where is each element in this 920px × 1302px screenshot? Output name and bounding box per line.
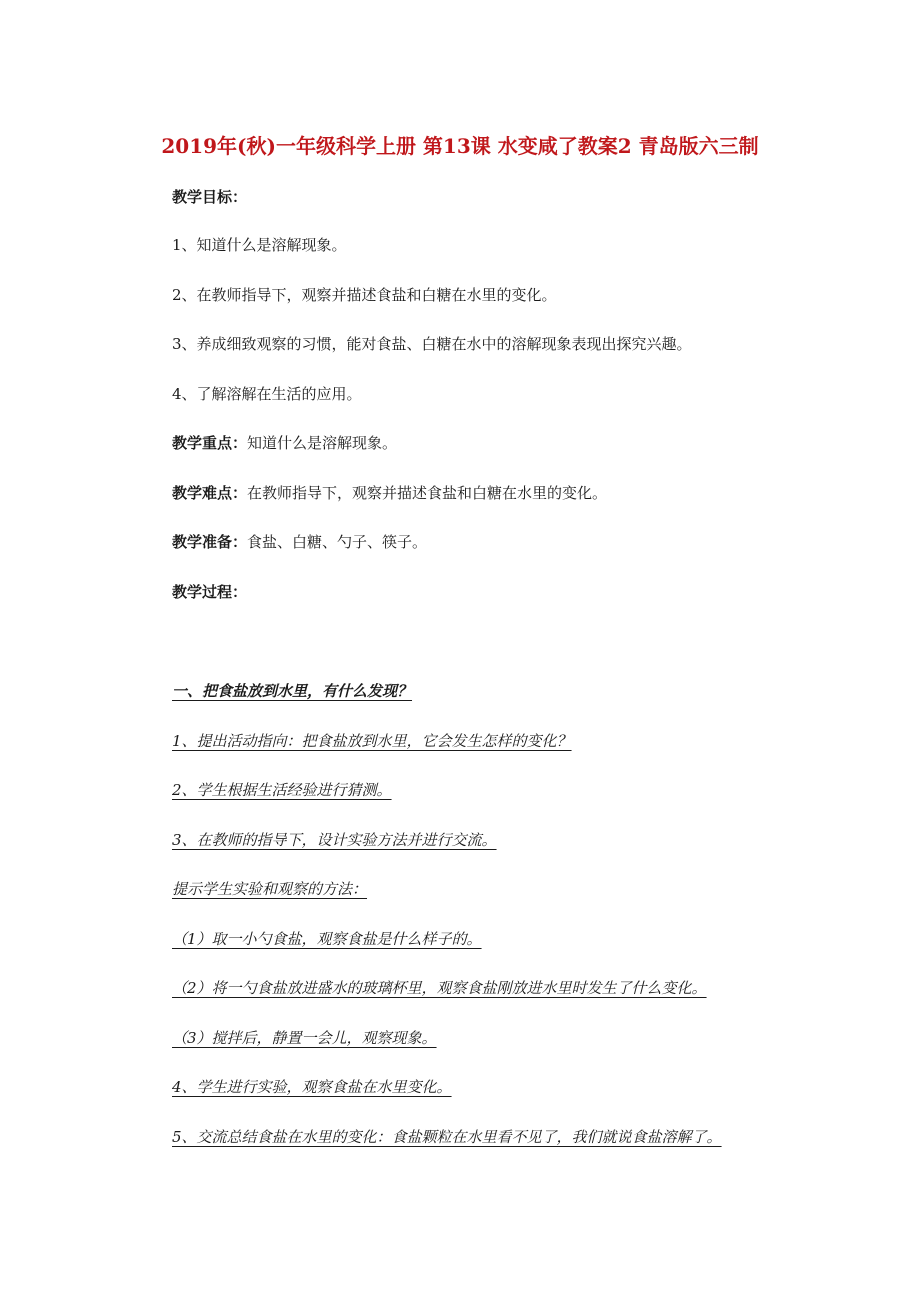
section-heading: 一、把食盐放到水里，有什么发现？ (172, 682, 413, 700)
difficulty-label: 教学难点： (172, 484, 248, 502)
preparation (172, 532, 427, 552)
key-point (172, 433, 397, 453)
preparation-text: 食盐、白糖、勺子、筷子。 (247, 533, 428, 551)
process-step: 提示学生实验和观察的方法： (172, 880, 368, 898)
preparation-label: 教学准备： (172, 533, 248, 551)
objectives-heading: 教学目标： (172, 188, 248, 206)
difficulty (172, 483, 607, 503)
process-step: 3、在教师的指导下，设计实验方法并进行交流。 (172, 831, 497, 849)
objective-item: 4、了解溶解在生活的应用。 (172, 385, 362, 403)
objective-item: 3、养成细致观察的习惯，能对食盐、白糖在水中的溶解现象表现出探究兴趣。 (172, 335, 692, 353)
objective-item: 2、在教师指导下，观察并描述食盐和白糖在水里的变化。 (172, 286, 557, 304)
process-step: 4、学生进行实验，观察食盐在水里变化。 (172, 1078, 452, 1096)
difficulty-text: 在教师指导下，观察并描述食盐和白糖在水里的变化。 (247, 484, 608, 502)
process-step: 2、学生根据生活经验进行猜测。 (172, 781, 392, 799)
key-point-text: 知道什么是溶解现象。 (247, 434, 398, 452)
process-step: （1）取一小勺食盐，观察食盐是什么样子的。 (172, 930, 482, 948)
process-step: （2）将一勺食盐放进盛水的玻璃杯里，观察食盐刚放进水里时发生了什么变化。 (172, 979, 707, 997)
key-point-label: 教学重点： (172, 434, 248, 452)
process-step: 1、提出活动指向：把食盐放到水里，它会发生怎样的变化？ (172, 732, 572, 750)
objective-item: 1、知道什么是溶解现象。 (172, 236, 347, 254)
process-step: 5、交流总结食盐在水里的变化：食盐颗粒在水里看不见了，我们就说食盐溶解了。 (172, 1128, 722, 1146)
process-heading: 教学过程： (172, 583, 248, 601)
document-title: 2019年(秋)一年级科学上册 第13课 水变咸了教案2 青岛版六三制 (161, 134, 759, 158)
process-step: （3）搅拌后，静置一会儿，观察现象。 (172, 1029, 437, 1047)
